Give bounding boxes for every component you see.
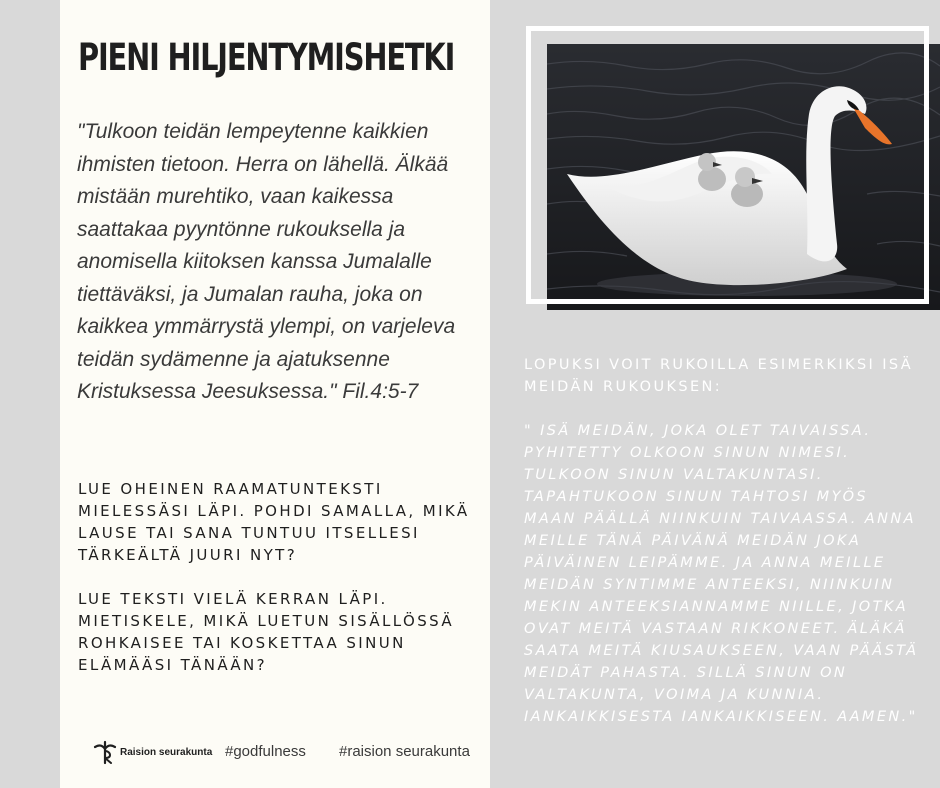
instruction-second: LUE TEKSTI VIELÄ KERRAN LÄPI. MIETISKELE, MIKÄ LUETUN SISÄLLÖSSÄ ROHKAISEE TAI KOSKETTAA SINUN ELÄMÄÄSI TÄNÄÄN?: [78, 590, 454, 674]
photo-frame: [526, 26, 929, 304]
logo-text: Raision seurakunta: [120, 746, 213, 758]
bible-quote: "Tulkoon teidän lempeytenne kaikkien ihmisten tietoon. Herra on lähellä. Älkää mistään murehtiko, vaan kaikessa saattakaa pyyntönne rukouksella ja anomisella kiitoksen kanssa Jumalalle tiettäväksi, ja Jumalan rauha, joka on kaikkea ymmärrystä ylempi, on varjeleva teidän sydämenne ja ajatuksenne Kristuksessa Jeesuksessa." Fil.4:5-7: [77, 120, 456, 403]
left-panel: [60, 0, 490, 788]
footer: [92, 738, 482, 766]
lords-prayer: " ISÄ MEIDÄN, JOKA OLET TAIVAISSA. PYHITETTY OLKOON SINUN NIMESI. TULKOON SINUN VALTAKUNTASI. TAPAHTUKOON SINUN TAHTOSI MYÖS MAAN PÄÄLLÄ NIINKUIN TAIVAASSA. ANNA MEILLE TÄNÄ PÄIVÄNÄ MEIDÄN JOKA PÄIVÄINEN LEIPÄMME. JA ANNA MEILLE MEIDÄN SYNTIMME ANTEEKSI, NIINKUIN MEKIN ANTEEKSIANNAMME NIILLE, JOTKA OVAT MEITÄ VASTAAN RIKKONEET. ÄLÄKÄ SAATA MEITÄ KIUSAUKSEEN, VAAN PÄÄSTÄ MEIDÄT PAHASTA. SILLÄ SINUN ON VALTAKUNTA, VOIMA JA KUNNIA. IANKAIKKISESTA IANKAIKKISEEN. AAMEN.": [524, 423, 919, 725]
logo: [92, 738, 212, 766]
cross-logo-icon: [92, 739, 118, 765]
hashtag-godfulness: #godfulness: [225, 743, 306, 760]
instruction-first: LUE OHEINEN RAAMATUNTEKSTI MIELESSÄSI LÄPI. POHDI SAMALLA, MIKÄ LAUSE TAI SANA TUNTUU ITSELLESI TÄRKEÄLTÄ JUURI NYT?: [78, 480, 470, 564]
prayer-intro: LOPUKSI VOIT RUKOILLA ESIMERKIKSI ISÄ MEIDÄN RUKOUKSEN:: [524, 357, 914, 395]
hashtag-raision-seurakunta: #raision seurakunta: [339, 743, 470, 760]
instructions: [78, 478, 488, 698]
prayer-section: [524, 354, 924, 728]
page-title: PIENI HILJENTYMISHETKI: [78, 36, 455, 79]
